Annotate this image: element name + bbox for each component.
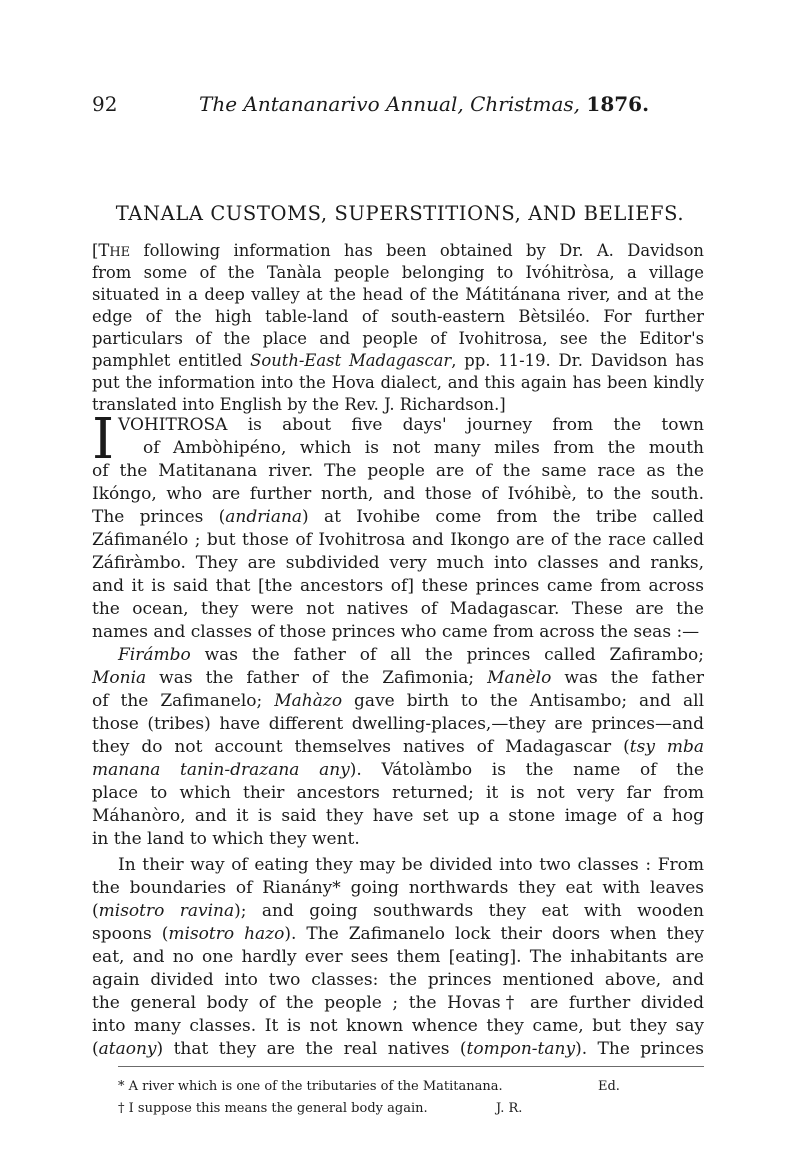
intro-line: translated into English by the Rev. J. Richardson.] bbox=[92, 395, 506, 414]
journal-year: 1876. bbox=[586, 92, 650, 116]
body-line: the boundaries of Rianány* going northwards they eat with leaves bbox=[92, 878, 704, 898]
body-line: names and classes of those princes who came from across the seas :— bbox=[92, 622, 700, 642]
body-line: (atаony) that they are the real natives (tompon-tany). The princes bbox=[92, 1039, 704, 1059]
footnote-rule bbox=[118, 1066, 704, 1067]
body-line: and it is said that [the ancestors of] these princes came from across bbox=[92, 576, 704, 596]
footnote-attribution: J. R. bbox=[496, 1101, 523, 1116]
article-title: TANALA CUSTOMS, SUPERSTITIONS, AND BELIEFS. bbox=[115, 202, 685, 225]
body-line: The princes (andriana) at Ivohibe come from the tribe called bbox=[92, 507, 705, 527]
body-line: they do not account themselves natives of Madagascar (tsy mba bbox=[92, 737, 704, 757]
body-line: VOHITROSA is about five days' journey from the town bbox=[118, 415, 704, 435]
body-line: into many classes. It is not known whence they came, but they say bbox=[92, 1016, 704, 1036]
body-line: (misotro ravina); and going southwards they eat with wooden bbox=[92, 901, 704, 921]
footnote-attribution: Ed. bbox=[598, 1079, 620, 1094]
body-line: Záfimanélo ; but those of Ivohitrosa and Ikongo are of the race called bbox=[92, 530, 704, 550]
intro-line: situated in a deep valley at the head of the Mátitánana river, and at the bbox=[92, 285, 704, 304]
body-line: manana tanin-drazana any). Vátolàmbo is the name of the bbox=[92, 760, 704, 780]
body-line: place to which their ancestors returned; it is not very far from bbox=[92, 783, 704, 803]
drop-cap: I bbox=[92, 407, 115, 472]
body-line: Firámbo was the father of all the princes called Zafirambo; bbox=[118, 645, 704, 665]
intro-line: put the information into the Hova dialect, and this again has been kindly bbox=[92, 373, 704, 392]
body-line: Monia was the father of the Zafimonia; Manèlo was the father bbox=[92, 668, 705, 688]
body-line: of the Zafimanelo; Mahàzo gave birth to the Antisambo; and all bbox=[92, 691, 705, 711]
intro-line: from some of the Tanàla people belonging to Ivóhitròsa, a village bbox=[92, 263, 704, 282]
body-line: of Ambòhipéno, which is not many miles from the mouth bbox=[143, 438, 704, 458]
body-line: Máhanòro, and it is said they have set up a stone image of a hog bbox=[92, 806, 704, 826]
intro-line: edge of the high table-land of south-eastern Bètsiléo. For further bbox=[92, 307, 704, 326]
footnote-text: * A river which is one of the tributaries of the Matitanana. bbox=[118, 1079, 503, 1094]
intro-line: particulars of the place and people of Ivohitrosa, see the Editor's bbox=[92, 329, 704, 348]
page-number: 92 bbox=[92, 92, 118, 116]
body-line: those (tribes) have different dwelling-places,—they are princes—and bbox=[92, 714, 704, 734]
intro-line: [THE following information has been obtained by Dr. A. Davidson bbox=[92, 241, 704, 260]
footnote-text: † I suppose this means the general body again. bbox=[118, 1101, 428, 1116]
journal-title: The Antananarivo Annual, Christmas, 1876. bbox=[199, 92, 650, 116]
body-line: spoons (misotro hazo). The Zafimanelo lock their doors when they bbox=[92, 924, 704, 944]
intro-line: pamphlet entitled South-East Madagascar, pp. 11-19. Dr. Davidson has bbox=[92, 351, 704, 370]
body-line: the ocean, they were not natives of Madagascar. These are the bbox=[92, 599, 704, 619]
body-line: the general body of the people ; the Hovas† are further divided bbox=[92, 993, 704, 1013]
body-line: in the land to which they went. bbox=[92, 829, 360, 849]
running-head bbox=[92, 92, 704, 118]
footnote bbox=[118, 1078, 704, 1096]
body-line: Ikóngo, who are further north, and those of Ivóhibè, to the south. bbox=[92, 484, 704, 504]
footnote bbox=[118, 1100, 704, 1118]
body-line: again divided into two classes: the princes mentioned above, and bbox=[92, 970, 704, 990]
body-line: eat, and no one hardly ever sees them [eating]. The inhabitants are bbox=[92, 947, 704, 967]
body-line: Záfiràmbo. They are subdivided very much into classes and ranks, bbox=[92, 553, 704, 573]
body-line: In their way of eating they may be divided into two classes : From bbox=[118, 855, 704, 875]
body-line: of the Matitanana river. The people are of the same race as the bbox=[92, 461, 704, 481]
